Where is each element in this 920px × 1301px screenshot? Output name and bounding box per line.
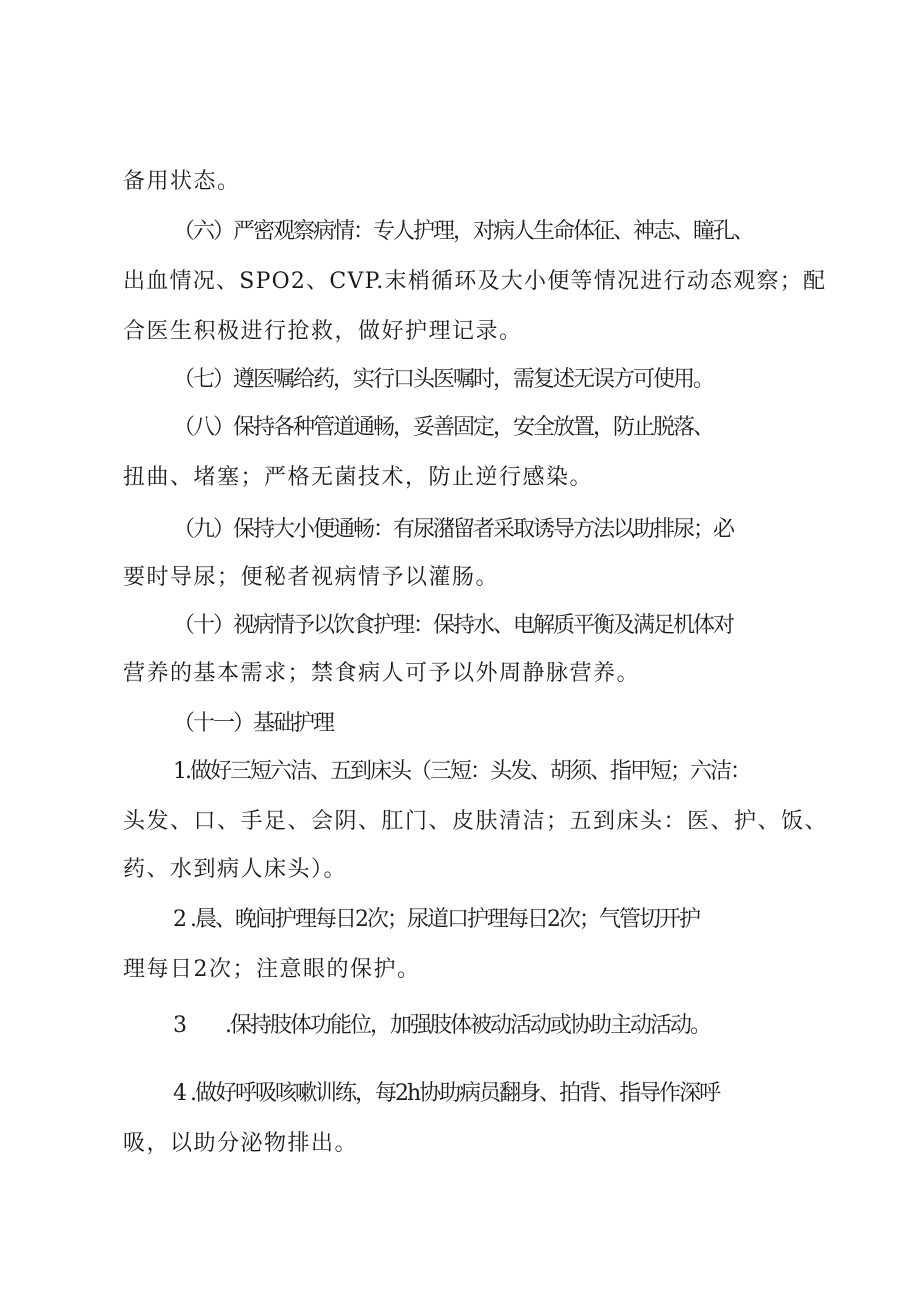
text-line: 2 .晨、晚间护理每日2次；尿道口护理每日2次；气管切开护: [173, 907, 699, 932]
text-line: （八）保持各种管道通畅，妥善固定，安全放置，防止脱落、: [173, 415, 714, 440]
text-line: 3 .保持肢体功能位，加强肢体被动活动或协助主动活动。: [173, 1013, 710, 1038]
text-line: （十一）基础护理: [173, 711, 334, 736]
text-line: 理每日2次；注意眼的保护。: [123, 957, 421, 982]
text-line: 合医生积极进行抢救，做好护理记录。: [123, 319, 523, 344]
text-line: 扭曲、堵塞；严格无菌技术，防止逆行感染。: [123, 465, 594, 490]
text-line: 头发、口、手足、会阴、肛门、皮肤清洁；五到床头：医、护、饭、: [123, 809, 829, 834]
text-line: （九）保持大小便通畅：有尿潴留者采取诱导方法以助排尿；必: [173, 517, 734, 542]
text-line: 营养的基本需求；禁食病人可予以外周静脉营养。: [123, 661, 641, 686]
text-line: 备用状态。: [123, 169, 241, 194]
text-line: （六）严密观察病情：专人护理，对病人生命体征、神志、瞳孔、: [173, 219, 754, 244]
text-line: 药、水到病人床头）。: [123, 857, 348, 882]
text-line: 吸，以助分泌物排出。: [123, 1131, 359, 1156]
text-line: 出血情况、SPO2、CVP.末梢循环及大小便等情况进行动态观察；配: [123, 269, 827, 294]
text-line: 要时导尿；便秘者视病情予以灌肠。: [123, 565, 500, 590]
text-line: 1.做好三短六洁、五到床头（三短：头发、胡须、指甲短；六洁：: [173, 759, 750, 784]
text-line: （七）遵医嘱给药，实行口头医嘱时，需复述无误方可使用。: [173, 367, 714, 392]
text-line: （十）视病情予以饮食护理：保持水、电解质平衡及满足机体对: [173, 613, 734, 638]
text-line: 4 .做好呼吸咳嗽训练，每2h协助病员翻身、拍背、指导作深呼: [173, 1081, 720, 1106]
